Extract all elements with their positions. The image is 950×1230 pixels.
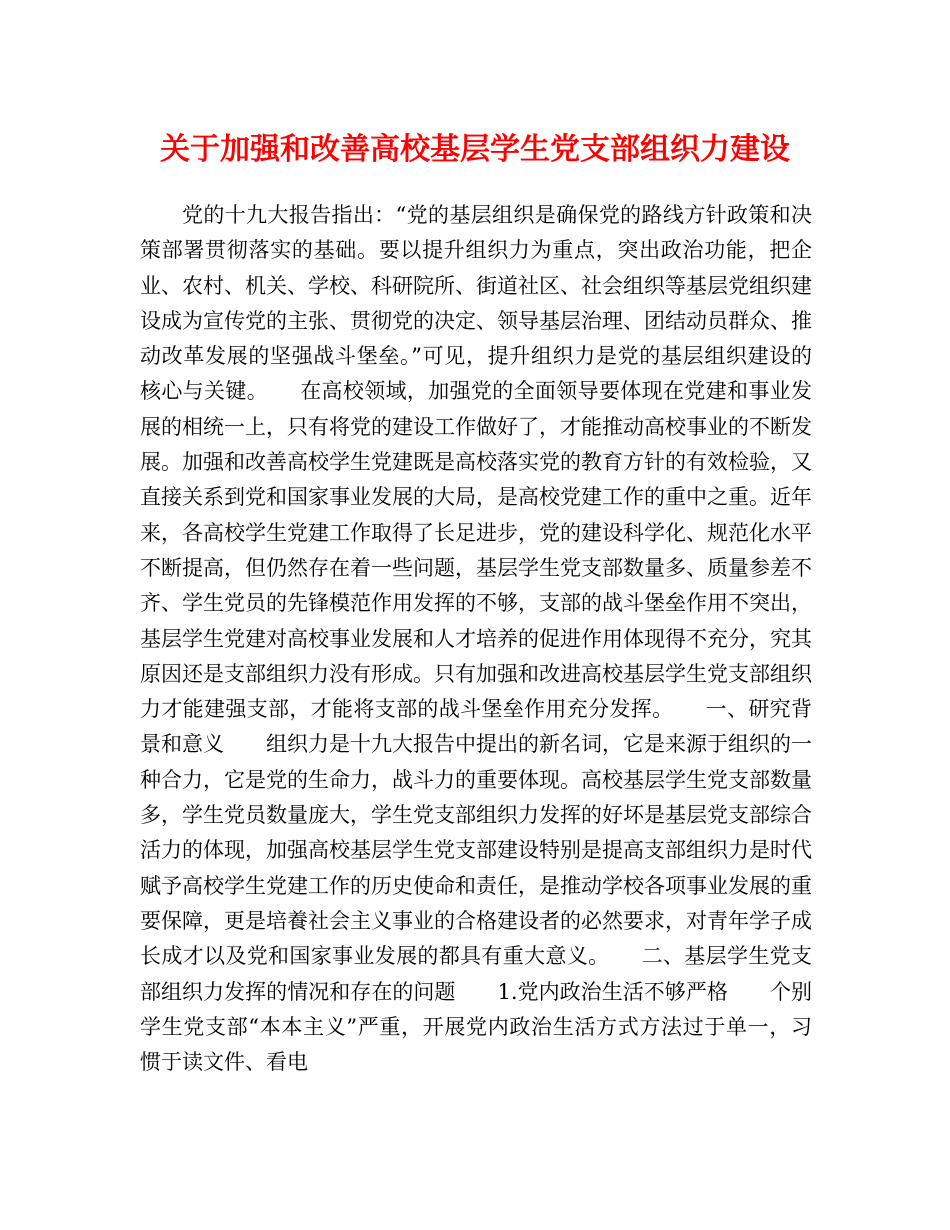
document-body-paragraph: 党的十九大报告指出：“党的基层组织是确保党的路线方针政策和决策部署贯彻落实的基础。要以提升组织力为重点，突出政治功能，把企业、农村、机关、学校、科研院所、街道社区、社会组织等基层党组织建设成为宣传党的主张、贯彻党的决定、领导基层治理、团结动员群众、推动改革发展的坚强战斗堡垒。”可见，提升组织力是党的基层组织建设的核心与关键。 在高校领域，加强党的全面领导要体现在党建和事业发展的相统一上，只有将党的建设工作做好了，才能推动高校事业的不断发展。加强和改善高校学生党建既是高校落实党的教育方针的有效检验，又直接关系到党和国家事业发展的大局，是高校党建工作的重中之重。近年来，各高校学生党建工作取得了长足进步，党的建设科学化、规范化水平不断提高，但仍然存在着一些问题，基层学生党支部数量多、质量参差不齐、学生党员的先锋模范作用发挥的不够，支部的战斗堡垒作用不突出，基层学生党建对高校事业发展和人才培养的促进作用体现得不充分，究其原因还是支部组织力没有形成。只有加强和改进高校基层学生党支部组织力才能建强支部，才能将支部的战斗堡垒作用充分发挥。 一、研究背景和意义 组织力是十九大报告中提出的新名词，它是来源于组织的一种合力，它是党的生命力，战斗力的重要体现。高校基层学生党支部数量多，学生党员数量庞大，学生党支部组织力发挥的好坏是基层党支部综合活力的体现，加强高校基层学生党支部建设特别是提高支部组织力是时代赋予高校学生党建工作的历史使命和责任，是推动学校各项事业发展的重要保障，更是培養社会主义事业的合格建设者的必然要求，对青年学子成长成才以及党和国家事业发展的都具有重大意义。 二、基层学生党支部组织力发挥的情况和存在的问题 1.党内政治生活不够严格 个别学生党支部“本本主义”严重，开展党内政治生活方式方法过于单一，习惯于读文件、看电 — [140, 203, 812, 1075]
document-title: 关于加强和改善高校基层学生党支部组织力建设 — [160, 132, 790, 167]
